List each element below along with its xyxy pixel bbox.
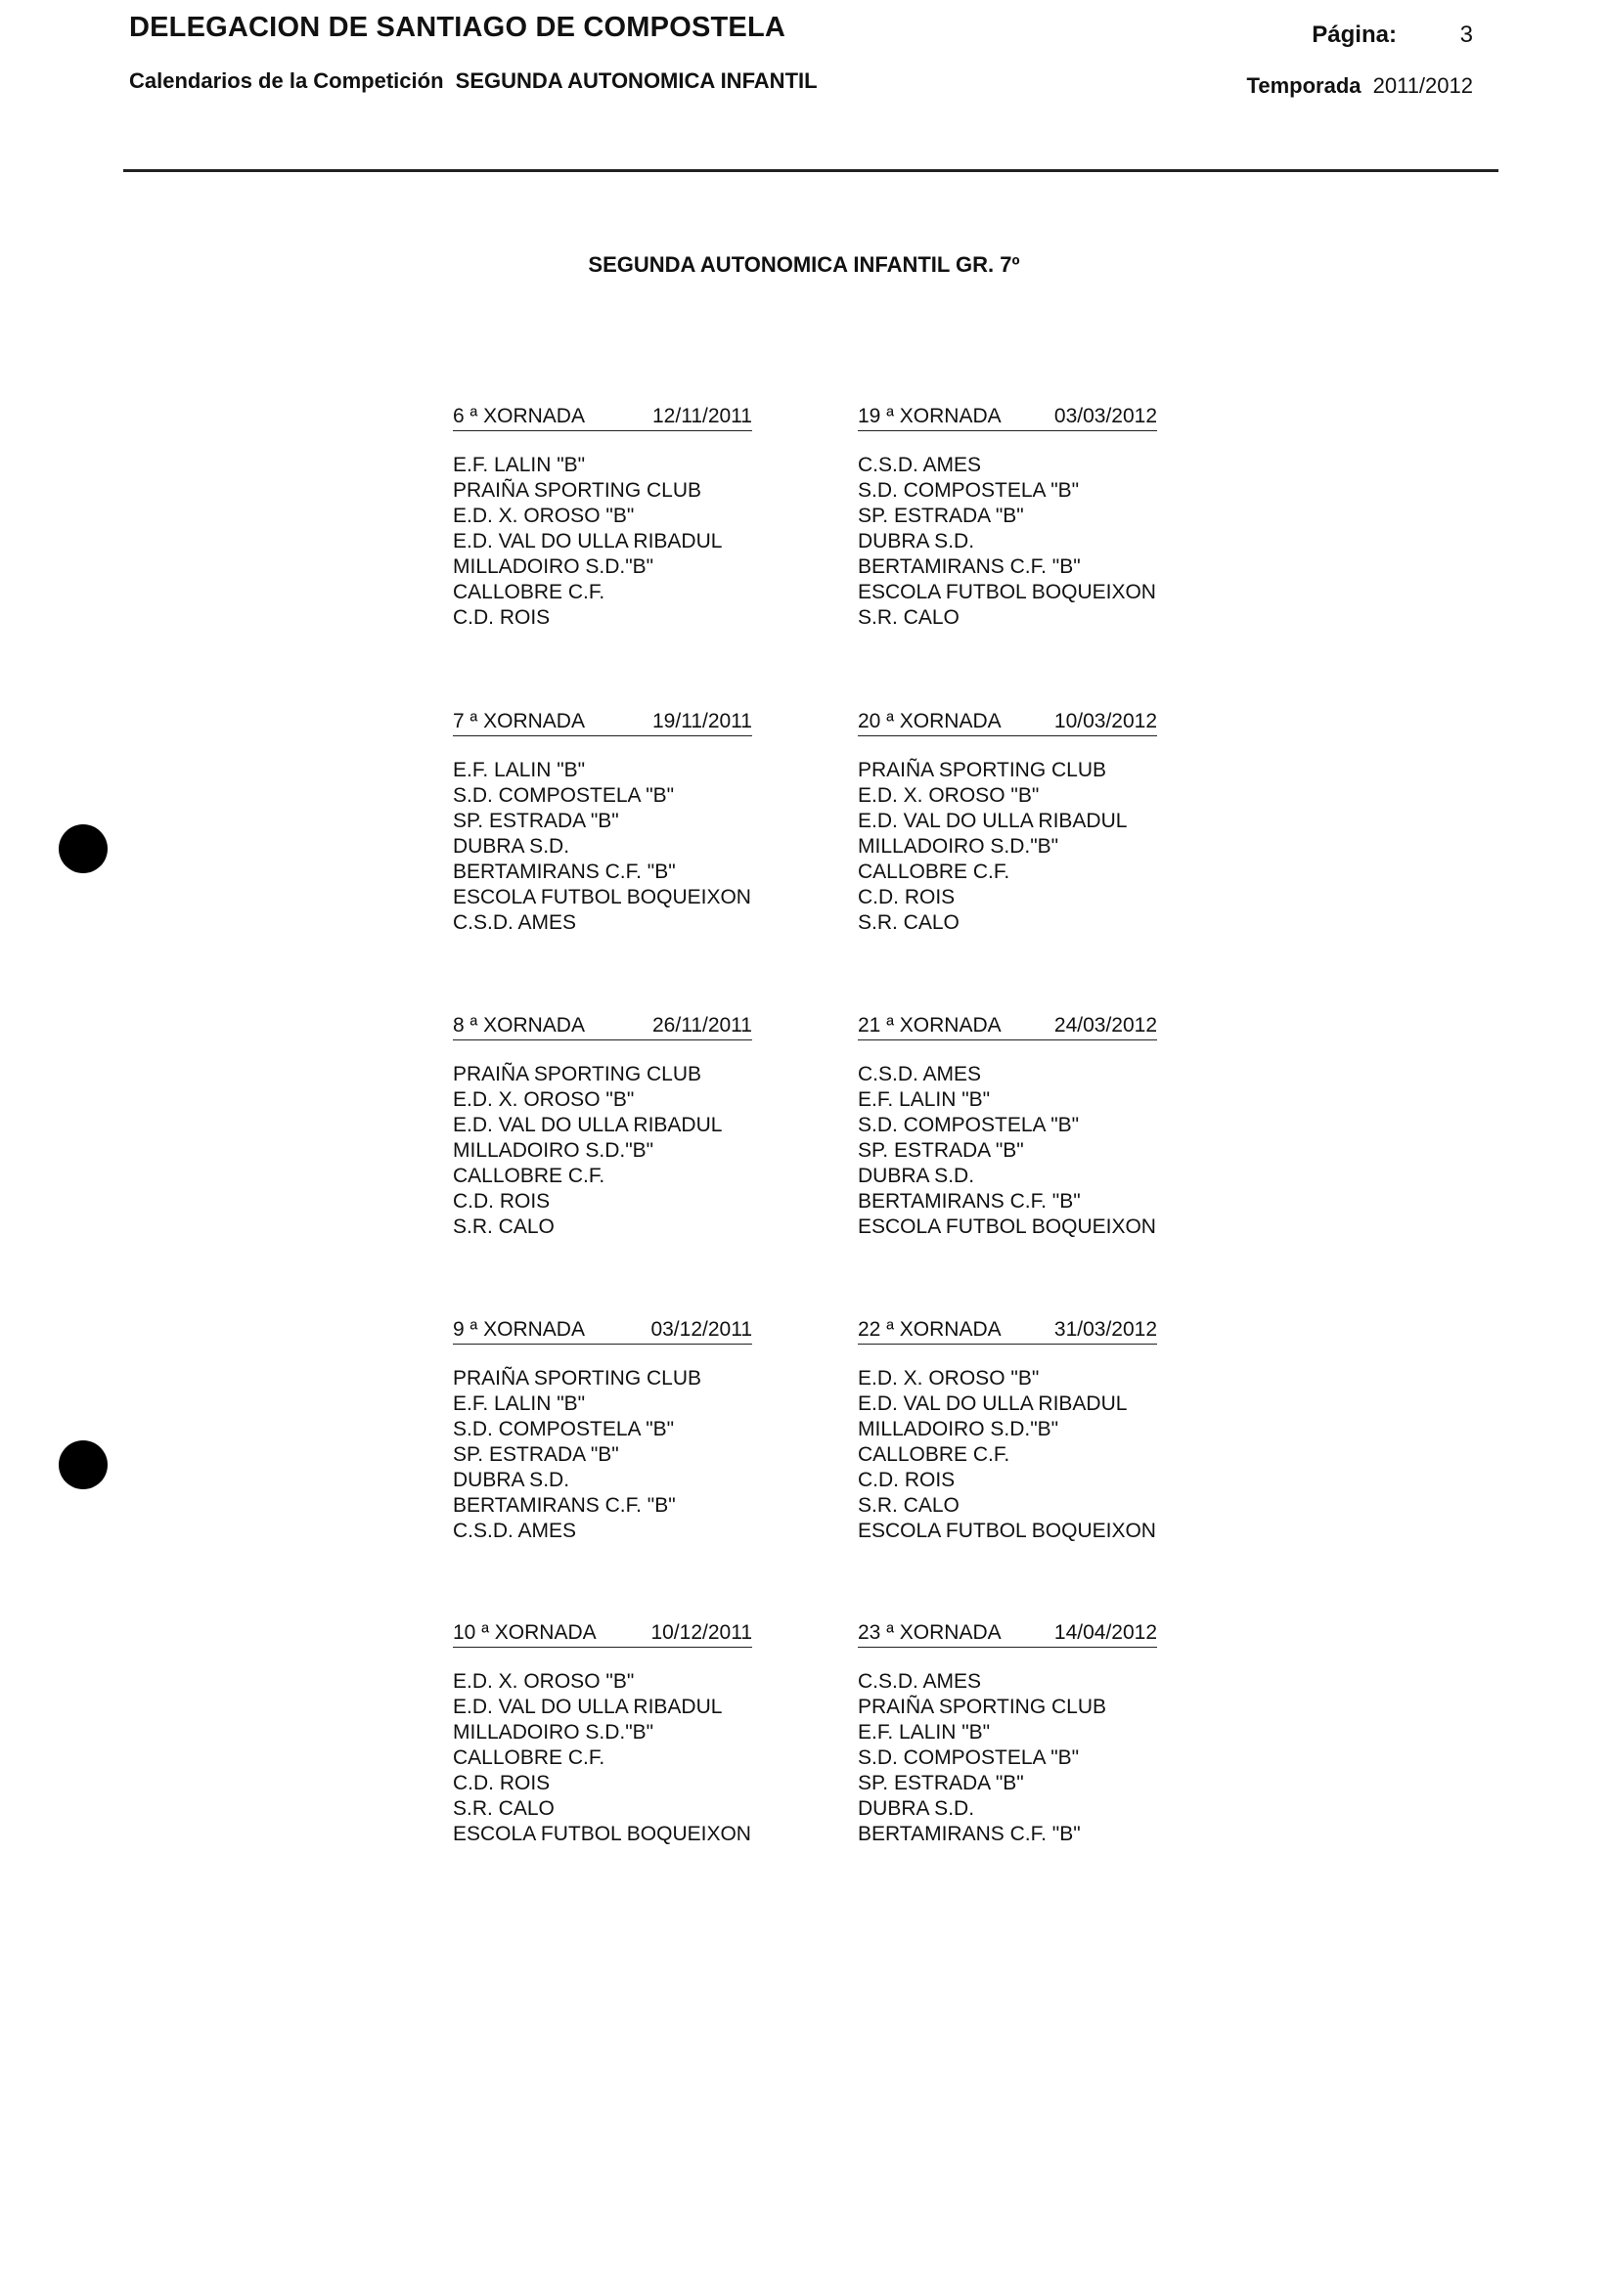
team-name: CALLOBRE C.F.: [453, 581, 605, 603]
document-subtitle: [129, 68, 818, 94]
round-date: 12/11/2011: [652, 405, 752, 427]
punch-hole: [59, 824, 108, 873]
team-list: [453, 1062, 854, 1240]
round-label: 7 ª XORNADA: [453, 710, 585, 732]
round-header: [453, 1013, 752, 1040]
team-name: S.R. CALO: [453, 1215, 555, 1238]
team-list: [453, 1366, 854, 1544]
round-header: [858, 1013, 1157, 1040]
subtitle-label: Calendarios de la Competición: [129, 68, 444, 93]
team-name: SP. ESTRADA "B": [453, 810, 619, 832]
team-name: BERTAMIRANS C.F. "B": [858, 1823, 1081, 1845]
round-block: [453, 1013, 854, 1240]
team-name: PRAIÑA SPORTING CLUB: [858, 1696, 1107, 1718]
team-name: E.D. X. OROSO "B": [858, 1367, 1040, 1390]
team-name: ESCOLA FUTBOL BOQUEIXON: [858, 581, 1156, 603]
team-name: E.D. VAL DO ULLA RIBADUL: [858, 1392, 1128, 1415]
round-date: 31/03/2012: [1053, 1318, 1157, 1341]
round-block: [858, 404, 1259, 631]
team-list: [453, 453, 854, 631]
team-name: E.F. LALIN "B": [858, 1088, 991, 1111]
round-block: [453, 1317, 854, 1544]
round-label: 21 ª XORNADA: [858, 1014, 1002, 1037]
team-name: BERTAMIRANS C.F. "B": [858, 1190, 1081, 1213]
team-name: PRAIÑA SPORTING CLUB: [858, 759, 1107, 781]
season-label: Temporada: [1246, 73, 1362, 98]
header-divider: [123, 169, 1498, 172]
team-name: ESCOLA FUTBOL BOQUEIXON: [453, 1823, 751, 1845]
round-header: [453, 1620, 752, 1648]
team-name: PRAIÑA SPORTING CLUB: [453, 1367, 702, 1390]
season-value: 2011/2012: [1372, 73, 1473, 98]
team-name: MILLADOIRO S.D."B": [858, 835, 1059, 858]
round-block: [453, 1620, 854, 1847]
team-name: S.D. COMPOSTELA "B": [453, 784, 675, 807]
team-name: CALLOBRE C.F.: [858, 861, 1010, 883]
round-label: 20 ª XORNADA: [858, 710, 1002, 732]
round-date: 10/12/2011: [650, 1621, 752, 1644]
round-label: 23 ª XORNADA: [858, 1621, 1002, 1644]
team-name: PRAIÑA SPORTING CLUB: [453, 479, 702, 502]
team-list: [858, 1062, 1259, 1240]
round-header: [858, 709, 1157, 736]
team-name: C.S.D. AMES: [453, 1520, 577, 1542]
round-date: 03/03/2012: [1053, 405, 1157, 427]
round-block: [858, 1620, 1259, 1847]
team-name: DUBRA S.D.: [453, 835, 570, 858]
round-header: [453, 709, 752, 736]
team-name: S.D. COMPOSTELA "B": [858, 479, 1080, 502]
punch-hole: [59, 1440, 108, 1489]
round-label: 6 ª XORNADA: [453, 405, 585, 427]
team-name: E.D. VAL DO ULLA RIBADUL: [858, 810, 1128, 832]
round-date: 14/04/2012: [1053, 1621, 1157, 1644]
team-name: E.F. LALIN "B": [453, 1392, 586, 1415]
round-label: 22 ª XORNADA: [858, 1318, 1002, 1341]
team-name: E.D. X. OROSO "B": [453, 505, 635, 527]
team-name: E.D. VAL DO ULLA RIBADUL: [453, 1114, 723, 1136]
round-label: 9 ª XORNADA: [453, 1318, 585, 1341]
team-name: S.R. CALO: [453, 1797, 555, 1820]
team-list: [858, 1669, 1259, 1847]
team-name: C.D. ROIS: [858, 1469, 956, 1491]
team-name: S.D. COMPOSTELA "B": [858, 1746, 1080, 1769]
group-title: SEGUNDA AUTONOMICA INFANTIL GR. 7º: [588, 252, 1020, 277]
season-indicator: [1247, 73, 1473, 99]
team-name: ESCOLA FUTBOL BOQUEIXON: [453, 886, 751, 908]
round-header: [858, 404, 1157, 431]
team-list: [453, 758, 854, 936]
team-name: E.D. VAL DO ULLA RIBADUL: [453, 1696, 723, 1718]
page-number: 3: [1459, 22, 1473, 48]
team-name: DUBRA S.D.: [858, 1165, 975, 1187]
team-list: [453, 1669, 854, 1847]
team-name: C.S.D. AMES: [453, 911, 577, 934]
team-name: C.D. ROIS: [453, 606, 551, 629]
team-name: E.D. VAL DO ULLA RIBADUL: [453, 530, 723, 552]
team-name: E.F. LALIN "B": [453, 759, 586, 781]
team-name: BERTAMIRANS C.F. "B": [453, 1494, 676, 1517]
team-list: [858, 1366, 1259, 1544]
team-name: MILLADOIRO S.D."B": [858, 1418, 1059, 1440]
team-name: DUBRA S.D.: [858, 530, 975, 552]
team-name: S.D. COMPOSTELA "B": [858, 1114, 1080, 1136]
organization-title: DELEGACION DE SANTIAGO DE COMPOSTELA: [129, 12, 786, 43]
round-date: 19/11/2011: [652, 710, 752, 732]
team-name: E.D. X. OROSO "B": [453, 1670, 635, 1693]
team-name: MILLADOIRO S.D."B": [453, 1139, 654, 1162]
team-name: MILLADOIRO S.D."B": [453, 555, 654, 578]
team-name: C.S.D. AMES: [858, 1670, 982, 1693]
team-name: E.F. LALIN "B": [858, 1721, 991, 1744]
round-header: [453, 404, 752, 431]
team-name: C.D. ROIS: [453, 1772, 551, 1794]
round-date: 26/11/2011: [652, 1014, 752, 1037]
page-label: Página:: [1312, 22, 1397, 48]
team-name: DUBRA S.D.: [453, 1469, 570, 1491]
team-name: SP. ESTRADA "B": [858, 505, 1024, 527]
round-block: [858, 709, 1259, 936]
team-name: S.R. CALO: [858, 1494, 960, 1517]
team-name: PRAIÑA SPORTING CLUB: [453, 1063, 702, 1085]
team-name: E.F. LALIN "B": [453, 454, 586, 476]
round-block: [858, 1317, 1259, 1544]
team-name: DUBRA S.D.: [858, 1797, 975, 1820]
team-name: SP. ESTRADA "B": [858, 1772, 1024, 1794]
round-block: [453, 404, 854, 631]
team-name: BERTAMIRANS C.F. "B": [858, 555, 1081, 578]
team-name: ESCOLA FUTBOL BOQUEIXON: [858, 1520, 1156, 1542]
team-name: ESCOLA FUTBOL BOQUEIXON: [858, 1215, 1156, 1238]
round-block: [858, 1013, 1259, 1240]
team-name: SP. ESTRADA "B": [453, 1443, 619, 1466]
competition-name: SEGUNDA AUTONOMICA INFANTIL: [455, 68, 818, 93]
team-name: CALLOBRE C.F.: [858, 1443, 1010, 1466]
round-date: 24/03/2012: [1053, 1014, 1157, 1037]
team-name: SP. ESTRADA "B": [858, 1139, 1024, 1162]
team-name: S.R. CALO: [858, 606, 960, 629]
round-label: 8 ª XORNADA: [453, 1014, 585, 1037]
round-date: 10/03/2012: [1053, 710, 1157, 732]
team-name: E.D. X. OROSO "B": [453, 1088, 635, 1111]
round-date: 03/12/2011: [650, 1318, 752, 1341]
round-header: [858, 1317, 1157, 1345]
team-list: [858, 453, 1259, 631]
page-indicator: [1312, 22, 1473, 49]
team-name: S.D. COMPOSTELA "B": [453, 1418, 675, 1440]
round-label: 10 ª XORNADA: [453, 1621, 597, 1644]
round-header: [858, 1620, 1157, 1648]
team-name: C.D. ROIS: [453, 1190, 551, 1213]
team-name: S.R. CALO: [858, 911, 960, 934]
team-name: MILLADOIRO S.D."B": [453, 1721, 654, 1744]
team-list: [858, 758, 1259, 936]
team-name: C.S.D. AMES: [858, 454, 982, 476]
round-block: [453, 709, 854, 936]
team-name: BERTAMIRANS C.F. "B": [453, 861, 676, 883]
team-name: CALLOBRE C.F.: [453, 1165, 605, 1187]
team-name: C.S.D. AMES: [858, 1063, 982, 1085]
team-name: CALLOBRE C.F.: [453, 1746, 605, 1769]
team-name: E.D. X. OROSO "B": [858, 784, 1040, 807]
team-name: C.D. ROIS: [858, 886, 956, 908]
round-label: 19 ª XORNADA: [858, 405, 1002, 427]
round-header: [453, 1317, 752, 1345]
